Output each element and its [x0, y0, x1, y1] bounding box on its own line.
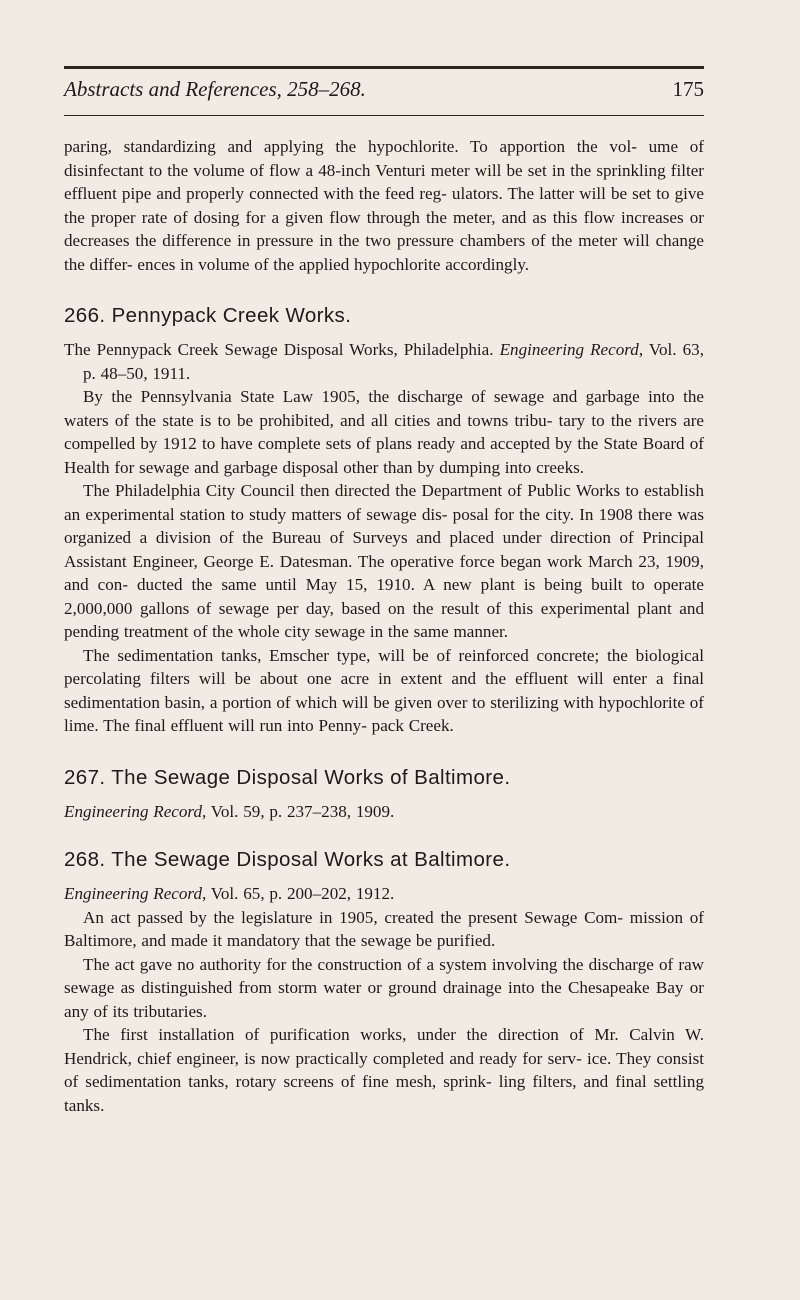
citation-journal: Engineering Record,	[64, 884, 207, 903]
paragraph: The sedimentation tanks, Emscher type, will be of reinforced concrete; the biological percolating filters will be about one acre in extent and the effluent will enter a final sedimentation basin, a portion of which will be given over to sterilizing with hypochlorite of lime. The final effluent will run into Penny- pack Creek.	[64, 645, 704, 735]
paragraph: The Philadelphia City Council then directed the Department of Public Works to establish an experimental station to study matters of sewage dis- posal for the city. In 1908 there was organized a division of the Bureau of Surveys and placed under direction of Principal Assistant Engineer, George E. Datesman. The operative force began work March 23, 1909, and con- ducted the same until May 15, 1910. A new plant is being built to operate 2,000,000 gallons of sewage per day, based on the result of this experimental plant and pending treatment of the whole city sewage in the same manner.	[64, 481, 704, 641]
citation-266	[64, 338, 704, 385]
section-heading-267: 267. The Sewage Disposal Works of Baltimore.	[64, 765, 511, 789]
citation-268	[64, 882, 704, 906]
running-header	[64, 77, 704, 103]
book-page	[64, 66, 704, 1117]
citation-details: Vol. 65, p. 200–202, 1912.	[210, 884, 395, 903]
section-heading-268: 268. The Sewage Disposal Works at Baltimore.	[64, 848, 511, 871]
section-heading-266: 266. Pennypack Creek Works.	[64, 304, 352, 327]
citation-journal: Engineering Record,	[64, 801, 207, 821]
paragraph: The first installation of purification works, under the direction of Mr. Calvin W. Hendrick, chief engineer, is now practically completed and ready for serv- ice. They consist of sedimentation tanks, rotary screens of fine mesh, sprink- ling filters, and final settling tanks.	[64, 1025, 704, 1115]
header-bottom-rule	[64, 115, 704, 116]
continued-paragraph: paring, standardizing and applying the hypochlorite. To apportion the vol- ume of disinfectant to the volume of flow a 48-inch Venturi meter will be set in the sprinkling filter effluent pipe and properly connected with the feed reg- ulators. The latter will be set to give the proper rate of dosing for a given flow through the meter, and as this flow increases or decreases the difference in pressure in the two pressure chambers of the meter will change the differ- ences in volume of the applied hypochlorite accordingly.	[64, 137, 704, 274]
paragraph: By the Pennsylvania State Law 1905, the discharge of sewage and garbage into the waters of the state is to be prohibited, and all cities and towns tribu- tary to the rivers are compelled by 1912 to have complete sets of plans ready and accepted by the State Board of Health for sewage and garbage disposal other than by dumping into creeks.	[64, 387, 704, 477]
body-text	[64, 135, 704, 1117]
paragraph: The act gave no authority for the construction of a system involving the discharge of raw sewage as distinguished from storm water or ground drainage into the Chesapeake Bay or any of its tributaries.	[64, 954, 704, 1021]
citation-267	[64, 800, 704, 824]
citation-lead: The Pennypack Creek Sewage Disposal Works, Philadelphia.	[64, 340, 494, 359]
citation-details: Vol. 59, p. 237–238, 1909.	[210, 801, 395, 821]
paragraph: An act passed by the legislature in 1905, created the present Sewage Com- mission of Baltimore, and made it mandatory that the sewage be purified.	[64, 907, 704, 950]
header-top-rule	[64, 66, 704, 69]
citation-journal: Engineering Record,	[499, 340, 644, 359]
running-title: Abstracts and References, 258–268.	[64, 77, 366, 101]
citation-details: Vol. 63, p. 48–50, 1911.	[83, 340, 704, 383]
page-number: 175	[672, 77, 704, 101]
